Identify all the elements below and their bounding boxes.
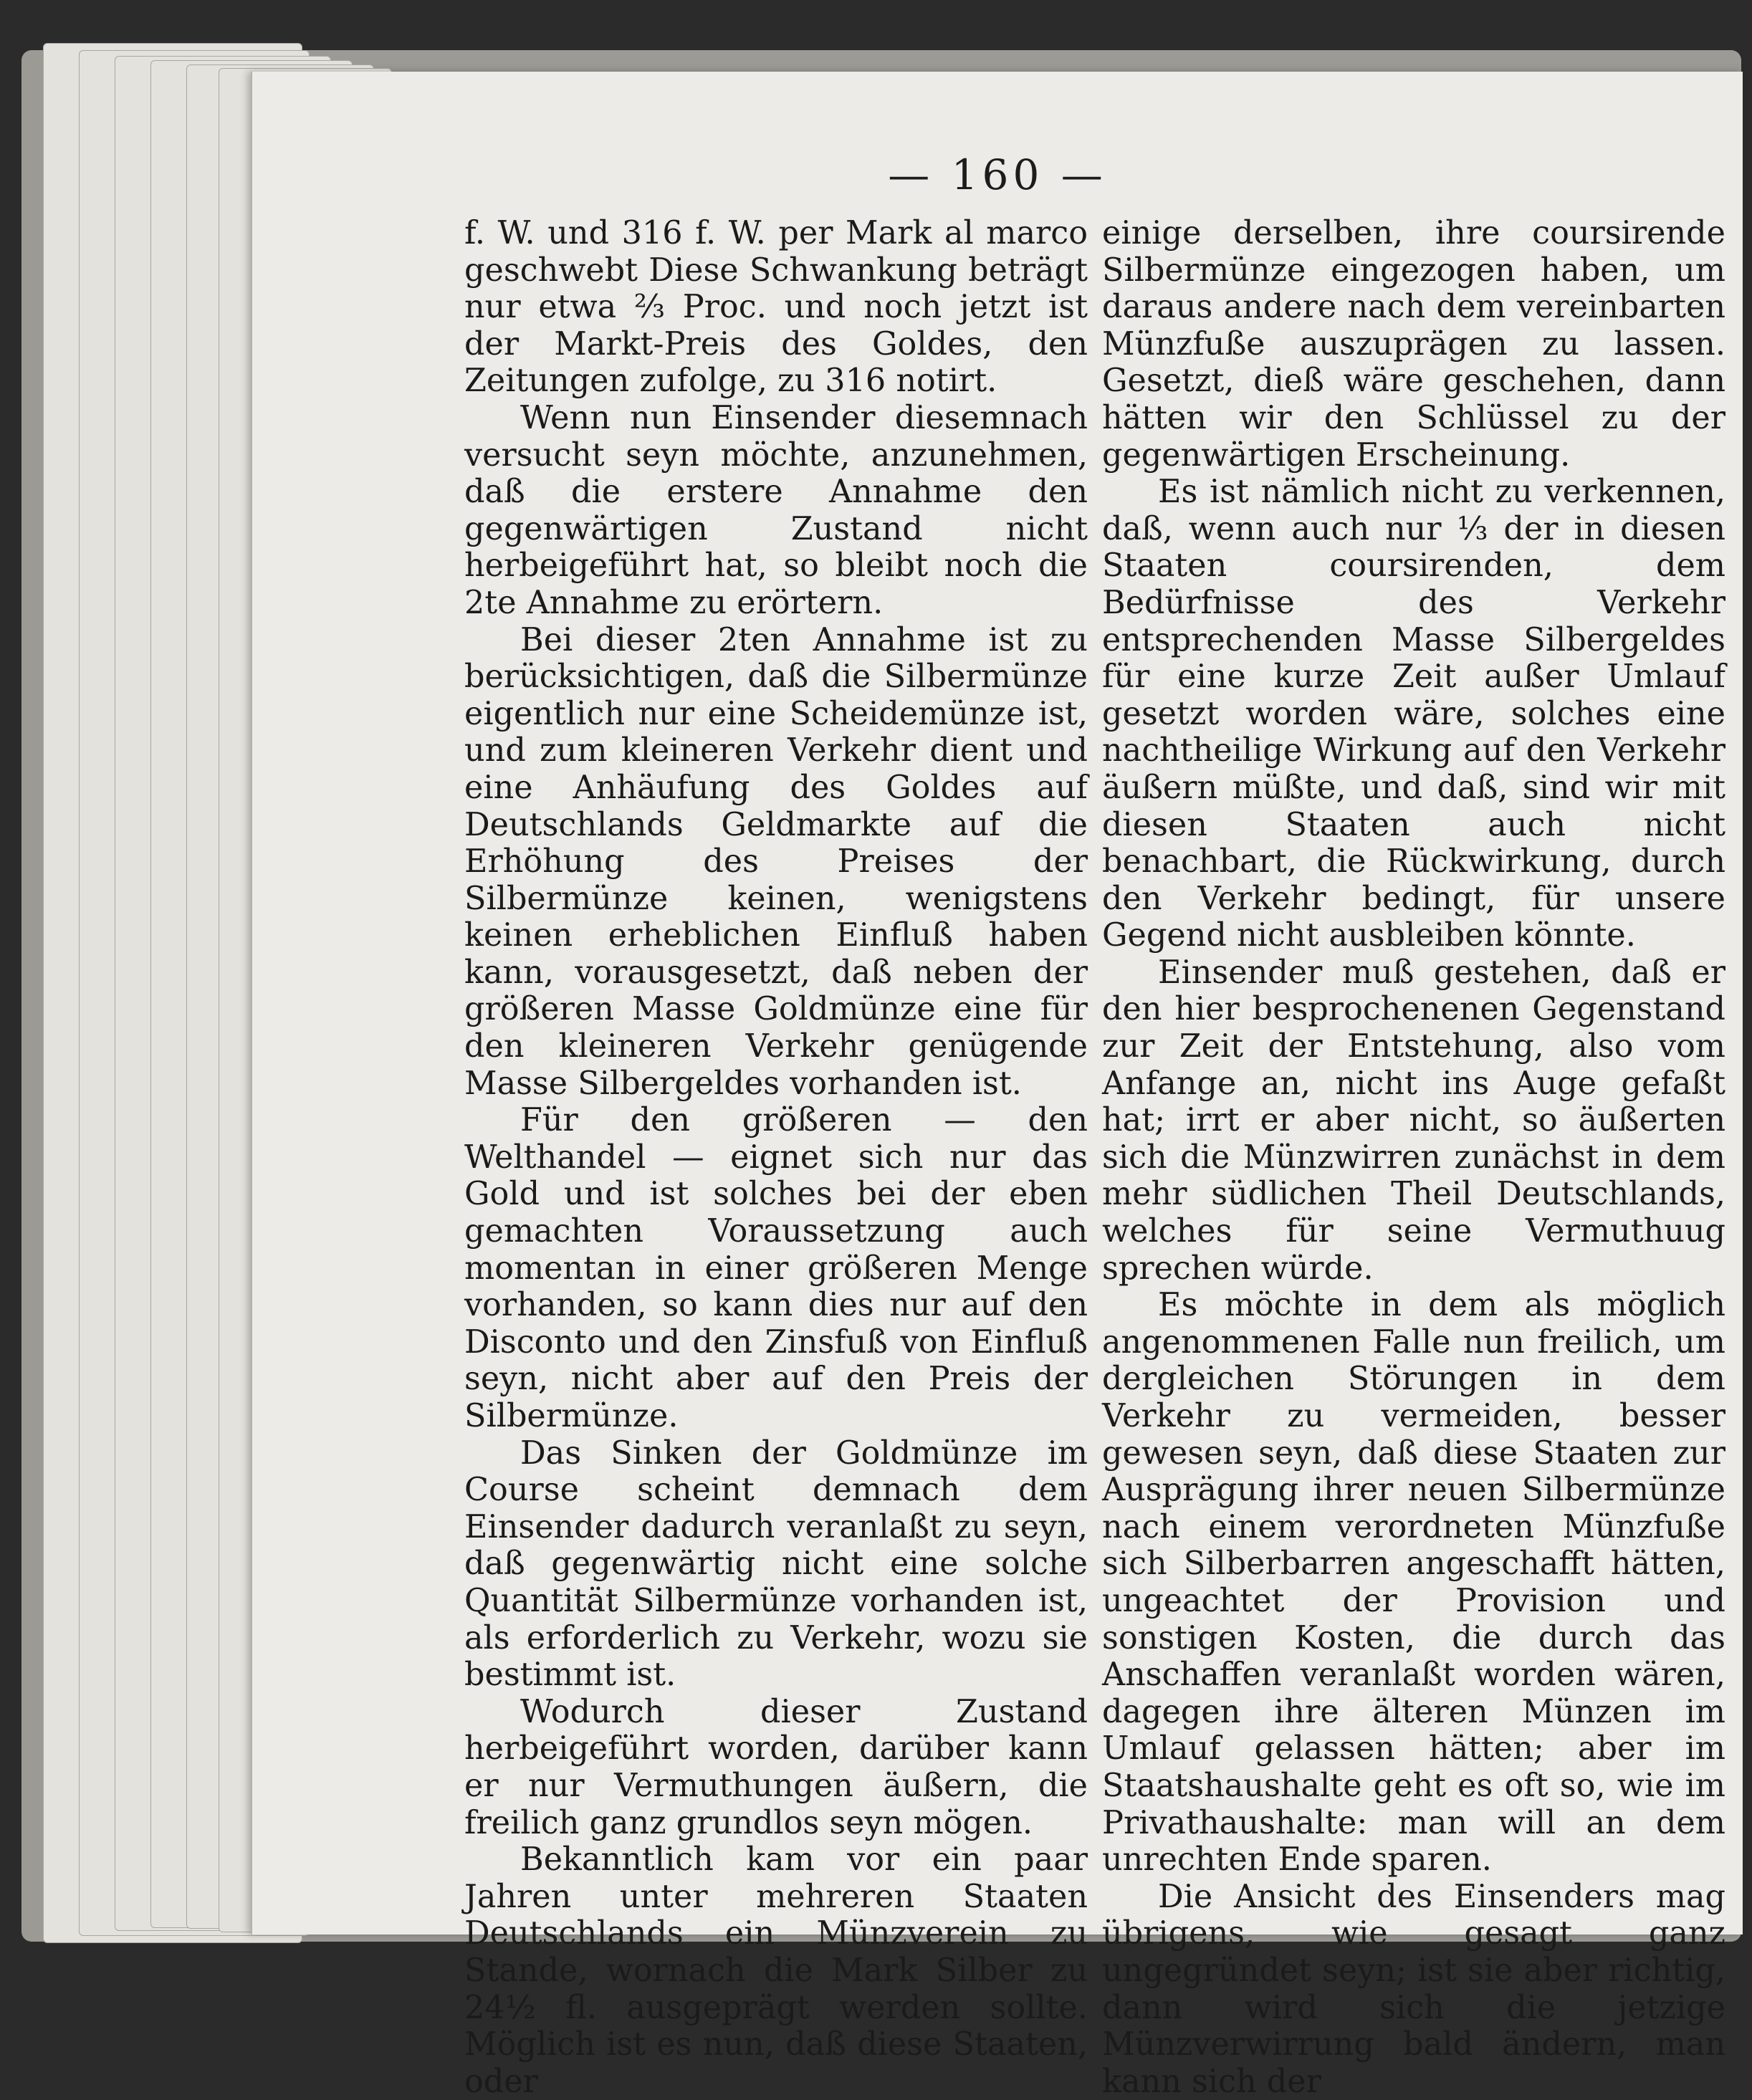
book-page (251, 72, 1743, 2100)
paragraph: Wenn nun Einsender diesemnach versucht seyn möchte, anzunehmen, daß die erstere Annahme den gegenwärtigen Zustand nicht herbeigeführt hat, so bleibt noch die 2te Annahme zu erörtern. (464, 399, 1088, 621)
paragraph: Wodurch dieser Zustand herbeigeführt worden, darüber kann er nur Vermuthungen äußern, die freilich ganz grundlos seyn mögen. (464, 1693, 1088, 1841)
paragraph: Es möchte in dem als möglich angenommenen Falle nun freilich, um dergleichen Störungen in dem Verkehr zu vermeiden, besser gewesen seyn, daß diese Staaten zur Ausprägung ihrer neuen Silbermünze nach einem verordneten Münzfuße sich Silberbarren angeschafft hätten, ungeachtet der Provision und sonstigen Kosten, die durch das Anschaffen veranlaßt worden wären, dagegen ihre älteren Münzen im Umlauf gelassen hätten; aber im Staatshaushalte geht es oft so, wie im Privathaushalte: man will an dem unrechten Ende sparen. (1102, 1287, 1725, 1879)
left-column (464, 215, 1088, 2100)
paragraph: Einsender muß gestehen, daß er den hier besprochenenen Gegenstand zur Zeit der Entstehung, also vom Anfange an, nicht ins Auge gefaßt hat; irrt er aber nicht, so äußerten sich die Münzwirren zunächst in dem mehr südlichen Theil Deutschlands, welches für seine Vermuthuug sprechen würde. (1102, 954, 1725, 1287)
paragraph: Es ist nämlich nicht zu verkennen, daß, wenn auch nur ⅓ der in diesen Staaten coursirenden, dem Bedürfnisse des Verkehr entsprechenden Masse Silbergeldes für eine kurze Zeit außer Umlauf gesetzt worden wäre, solches eine nachtheilige Wirkung auf den Verkehr äußern müßte, und daß, sind wir mit diesen Staaten auch nicht benachbart, die Rückwirkung, durch den Verkehr bedingt, für unsere Gegend nicht ausbleiben könnte. (1102, 474, 1725, 954)
paragraph: Das Sinken der Goldmünze im Course scheint demnach dem Einsender dadurch veranlaßt zu seyn, daß gegenwärtig nicht eine solche Quantität Silbermünze vorhanden ist, als erforderlich zu Verkehr, wozu sie bestimmt ist. (464, 1434, 1088, 1694)
paragraph: einige derselben, ihre coursirende Silbermünze eingezogen haben, um daraus andere nach dem vereinbarten Münzfuße auszuprägen zu lassen. Gesetzt, dieß wäre geschehen, dann hätten wir den Schlüssel zu der gegenwärtigen Erscheinung. (1102, 215, 1725, 474)
paragraph: f. W. und 316 f. W. per Mark al marco geschwebt Diese Schwankung beträgt nur etwa ⅔ Proc. und noch jetzt ist der Markt-Preis des Goldes, den Zeitungen zufolge, zu 316 notirt. (464, 215, 1088, 400)
page-number: — 160 — (888, 150, 1107, 199)
paragraph: Die Ansicht des Einsenders mag übrigens, wie gesagt ganz ungegründet seyn; ist sie aber richtig, dann wird sich die jetzige Münzverwirrung bald ändern, man kann sich der (1102, 1878, 1725, 2100)
paragraph: Bei dieser 2ten Annahme ist zu berücksichtigen, daß die Silbermünze eigentlich nur eine Scheidemünze ist, und zum kleineren Verkehr dient und eine Anhäufung des Goldes auf Deutschlands Geldmarkte auf die Erhöhung des Preises der Silbermünze keinen, wenigstens keinen erheblichen Einfluß haben kann, vorausgesetzt, daß neben der größeren Masse Goldmünze eine für den kleineren Verkehr genügende Masse Silbergeldes vorhanden ist. (464, 621, 1088, 1102)
paragraph: Für den größeren — den Welthandel — eignet sich nur das Gold und ist solches bei der eben gemachten Voraussetzung auch momentan in einer größeren Menge vorhanden, so kann dies nur auf den Disconto und den Zinsfuß von Einfluß seyn, nicht aber auf den Preis der Silbermünze. (464, 1102, 1088, 1434)
right-column (1102, 215, 1725, 2100)
paragraph: Bekanntlich kam vor ein paar Jahren unter mehreren Staaten Deutschlands ein Münzverein zu Stande, wornach die Mark Silber zu 24½ fl. ausgeprägt werden sollte. Möglich ist es nun, daß diese Staaten, oder (464, 1841, 1088, 2100)
